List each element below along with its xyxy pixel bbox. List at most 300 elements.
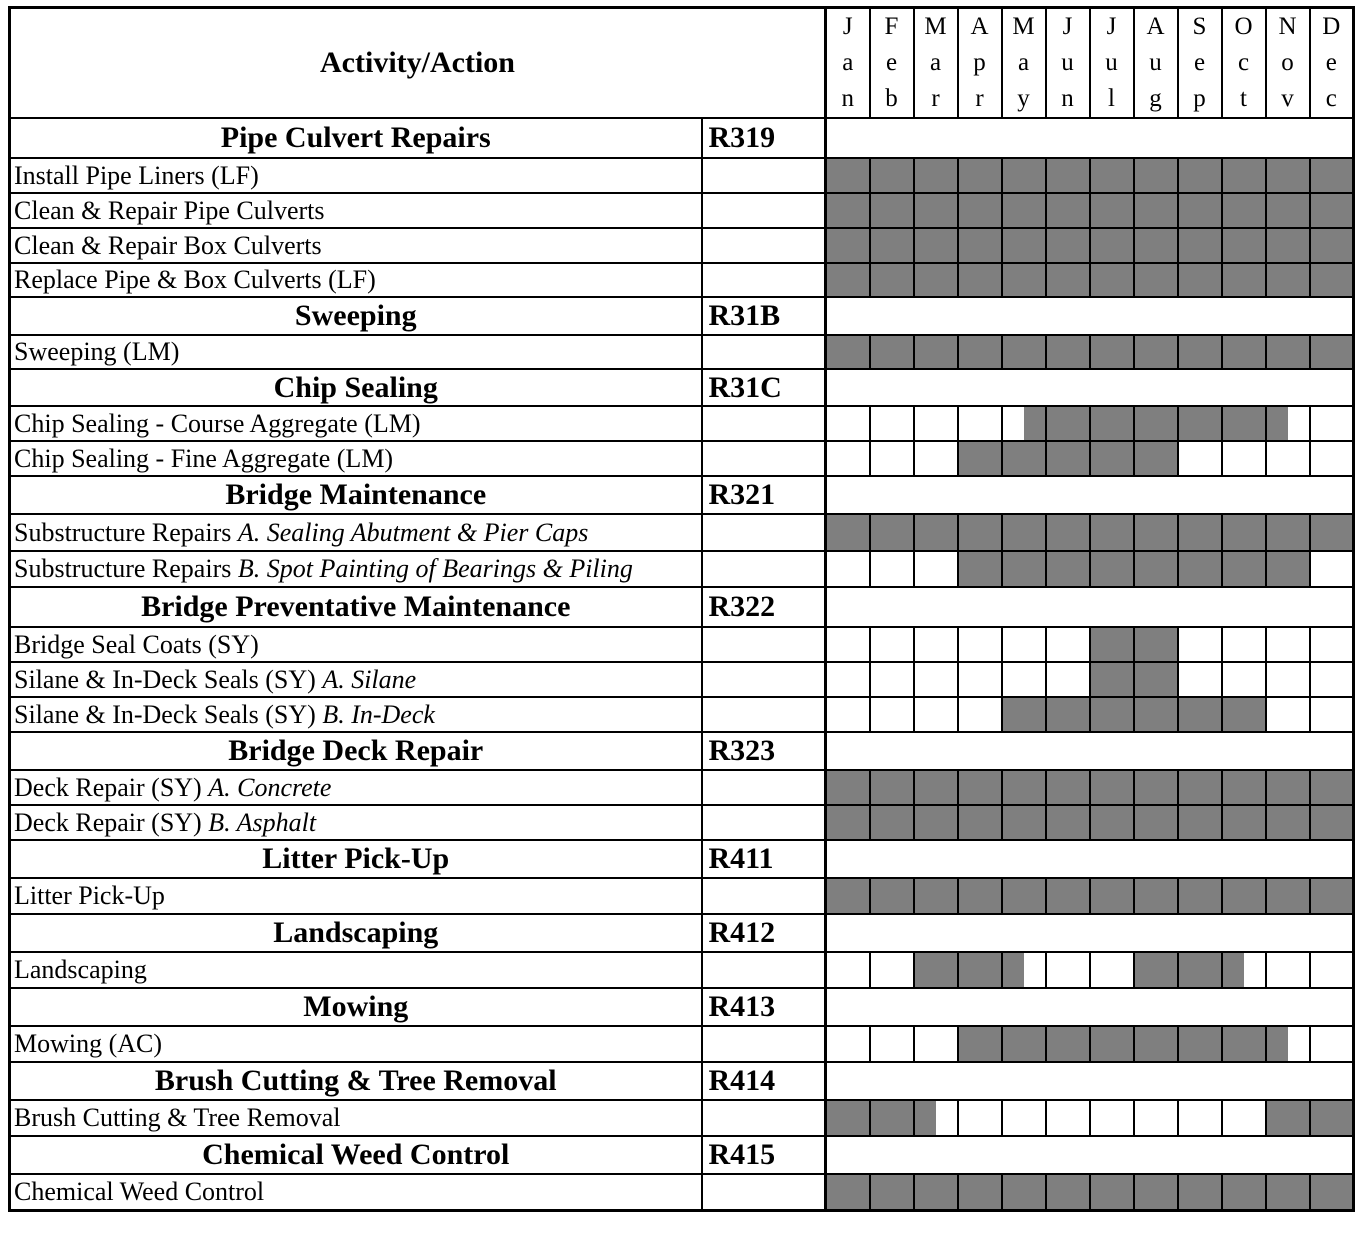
activity-period-fill	[959, 336, 1001, 368]
activity-period-fill	[1311, 336, 1353, 368]
month-cell-jul	[1090, 627, 1134, 662]
month-letter: p	[973, 49, 986, 76]
activity-period-fill	[959, 442, 1001, 475]
month-cell-apr	[958, 878, 1002, 914]
activity-period-fill	[1179, 264, 1221, 296]
month-cell-jun	[1046, 805, 1090, 840]
activity-period-fill	[1091, 552, 1133, 586]
activity-label-text: Substructure Repairs	[14, 517, 238, 547]
section-title: Pipe Culvert Repairs	[10, 118, 702, 158]
activity-period-fill	[1179, 953, 1221, 987]
month-cell-jan	[826, 1026, 870, 1062]
section-row	[10, 1062, 1354, 1100]
activity-period-fill	[1311, 1101, 1353, 1135]
activity-period-fill	[1091, 879, 1133, 913]
activity-period-fill	[959, 264, 1001, 296]
month-cell-jul	[1090, 1100, 1134, 1136]
month-letter: M	[924, 13, 947, 40]
month-cell-apr	[958, 514, 1002, 551]
month-cell-may	[1002, 770, 1046, 805]
section-row	[10, 369, 1354, 406]
month-cell-jul	[1090, 697, 1134, 732]
month-cell-aug	[1134, 878, 1178, 914]
activity-period-fill	[1223, 407, 1265, 440]
activity-code-cell	[702, 1026, 826, 1062]
month-cell-nov	[1266, 335, 1310, 369]
month-cell-nov	[1266, 1174, 1310, 1210]
activity-row	[10, 441, 1354, 476]
activity-label-text: Landscaping	[14, 955, 147, 984]
month-letter: t	[1240, 85, 1247, 112]
section-row	[10, 732, 1354, 770]
month-cell-apr	[958, 193, 1002, 228]
section-row	[10, 988, 1354, 1026]
activity-row	[10, 627, 1354, 662]
activity-code-cell	[702, 952, 826, 988]
activity-label	[10, 1174, 702, 1210]
activity-period-fill	[1223, 194, 1265, 227]
month-cell-jan	[826, 228, 870, 263]
month-cell-aug	[1134, 193, 1178, 228]
month-cell-jun	[1046, 406, 1090, 441]
activity-label-text: Deck Repair (SY)	[14, 772, 209, 802]
activity-label	[10, 441, 702, 476]
activity-label-detail: B. Asphalt	[208, 807, 317, 837]
activity-period-fill	[1091, 806, 1133, 839]
month-cell-sep	[1178, 770, 1222, 805]
activity-period-fill	[1091, 407, 1133, 440]
activity-label-detail: A. Concrete	[208, 772, 332, 802]
month-cell-aug	[1134, 1100, 1178, 1136]
section-row	[10, 914, 1354, 952]
activity-period-fill	[1179, 698, 1221, 731]
month-cell-may	[1002, 697, 1046, 732]
activity-period-fill	[1003, 264, 1045, 296]
month-cell-nov	[1266, 697, 1310, 732]
month-cell-jul	[1090, 228, 1134, 263]
section-month-span	[826, 732, 1354, 770]
month-letter: A	[1146, 13, 1165, 40]
month-cell-may	[1002, 263, 1046, 297]
month-letter: a	[1017, 49, 1030, 76]
activity-period-fill	[1135, 879, 1177, 913]
section-title: Mowing	[10, 988, 702, 1026]
activity-period-fill	[1047, 442, 1089, 475]
activity-period-fill	[959, 159, 1001, 192]
activity-label-detail: B. Spot Painting of Bearings & Piling	[237, 554, 633, 583]
month-cell-aug	[1134, 335, 1178, 369]
month-letter: J	[1106, 13, 1117, 40]
month-cell-may	[1002, 441, 1046, 476]
month-cell-sep	[1178, 228, 1222, 263]
activity-code-cell	[702, 1100, 826, 1136]
month-cell-mar	[914, 441, 958, 476]
activity-period-fill	[1091, 159, 1133, 192]
activity-period-fill	[1047, 771, 1089, 804]
section-month-span	[826, 1062, 1354, 1100]
month-cell-jun	[1046, 228, 1090, 263]
month-letter: g	[1149, 85, 1162, 112]
month-cell-jul	[1090, 263, 1134, 297]
month-cell-jan	[826, 406, 870, 441]
activity-period-fill	[1223, 771, 1265, 804]
section-month-span	[826, 988, 1354, 1026]
month-cell-dec	[1310, 952, 1354, 988]
month-cell-oct	[1222, 770, 1266, 805]
month-cell-oct	[1222, 441, 1266, 476]
activity-period-fill	[1003, 194, 1045, 227]
activity-period-fill	[1091, 663, 1133, 696]
activity-period-fill	[871, 229, 913, 262]
month-cell-aug	[1134, 263, 1178, 297]
section-month-span	[826, 476, 1354, 514]
activity-period-fill	[1135, 771, 1177, 804]
schedule-body	[10, 118, 1354, 1210]
month-cell-may	[1002, 228, 1046, 263]
activity-period-fill	[1223, 552, 1265, 586]
activity-period-fill	[1267, 407, 1288, 440]
activity-label	[10, 627, 702, 662]
activity-period-fill	[1091, 1027, 1133, 1061]
activity-period-fill	[1003, 879, 1045, 913]
activity-row	[10, 952, 1354, 988]
month-cell-may	[1002, 551, 1046, 587]
activity-period-fill	[1091, 1175, 1133, 1209]
month-cell-mar	[914, 662, 958, 697]
month-cell-jul	[1090, 514, 1134, 551]
month-cell-nov	[1266, 263, 1310, 297]
activity-period-fill	[1047, 407, 1089, 440]
section-month-span	[826, 1136, 1354, 1174]
month-letter: A	[970, 13, 989, 40]
activity-label	[10, 770, 702, 805]
activity-period-fill	[1135, 698, 1177, 731]
activity-period-fill	[1311, 264, 1353, 296]
activity-code-cell	[702, 406, 826, 441]
activity-label-detail: B. In-Deck	[322, 699, 435, 729]
activity-label-text: Chemical Weed Control	[14, 1176, 265, 1206]
activity-period-fill	[1091, 698, 1133, 731]
activity-period-fill	[1267, 336, 1309, 368]
activity-period-fill	[1311, 194, 1353, 227]
month-cell-aug	[1134, 228, 1178, 263]
month-cell-feb	[870, 627, 914, 662]
month-letter: b	[885, 85, 898, 112]
activity-label-text: Substructure Repairs	[14, 554, 238, 583]
activity-period-fill	[1223, 336, 1265, 368]
month-letter: N	[1278, 13, 1297, 40]
month-cell-jun	[1046, 441, 1090, 476]
month-cell-sep	[1178, 697, 1222, 732]
month-cell-feb	[870, 263, 914, 297]
month-cell-oct	[1222, 662, 1266, 697]
month-cell-dec	[1310, 697, 1354, 732]
activity-label-text: Brush Cutting & Tree Removal	[14, 1103, 341, 1132]
month-cell-jan	[826, 263, 870, 297]
month-cell-jul	[1090, 1174, 1134, 1210]
month-cell-feb	[870, 770, 914, 805]
month-cell-jul	[1090, 1026, 1134, 1062]
month-cell-jan	[826, 1174, 870, 1210]
section-title: Bridge Maintenance	[10, 476, 702, 514]
month-cell-jul	[1090, 406, 1134, 441]
month-cell-aug	[1134, 1174, 1178, 1210]
activity-period-fill	[915, 194, 957, 227]
month-cell-dec	[1310, 1100, 1354, 1136]
month-cell-sep	[1178, 158, 1222, 193]
activity-period-fill	[827, 1175, 869, 1209]
month-cell-dec	[1310, 878, 1354, 914]
maintenance-schedule-table	[8, 6, 1355, 1212]
activity-period-fill	[1003, 515, 1045, 550]
month-cell-apr	[958, 805, 1002, 840]
month-cell-dec	[1310, 228, 1354, 263]
activity-period-fill	[827, 515, 869, 550]
month-cell-sep	[1178, 335, 1222, 369]
month-cell-jun	[1046, 514, 1090, 551]
activity-code-cell	[702, 158, 826, 193]
month-cell-dec	[1310, 263, 1354, 297]
month-cell-oct	[1222, 551, 1266, 587]
month-cell-feb	[870, 952, 914, 988]
activity-period-fill	[1047, 194, 1089, 227]
month-cell-oct	[1222, 1174, 1266, 1210]
month-cell-apr	[958, 406, 1002, 441]
month-header	[826, 8, 870, 119]
month-cell-feb	[870, 193, 914, 228]
activity-code-cell	[702, 514, 826, 551]
activity-period-fill	[1047, 336, 1089, 368]
activity-period-fill	[1267, 552, 1309, 586]
month-cell-mar	[914, 335, 958, 369]
month-cell-nov	[1266, 441, 1310, 476]
section-code: R319	[702, 118, 826, 158]
month-cell-sep	[1178, 514, 1222, 551]
activity-period-fill	[871, 194, 913, 227]
activity-period-fill	[1223, 953, 1244, 987]
activity-period-fill	[1135, 194, 1177, 227]
activity-period-fill	[1223, 698, 1265, 731]
activity-period-fill	[1135, 628, 1177, 661]
month-letter: y	[1017, 85, 1030, 112]
activity-row	[10, 406, 1354, 441]
activity-label	[10, 952, 702, 988]
section-code: R413	[702, 988, 826, 1026]
month-cell-jan	[826, 697, 870, 732]
activity-period-fill	[1223, 159, 1265, 192]
section-code: R415	[702, 1136, 826, 1174]
activity-period-fill	[1091, 771, 1133, 804]
activity-period-fill	[827, 336, 869, 368]
month-cell-sep	[1178, 805, 1222, 840]
activity-label-text: Silane & In-Deck Seals (SY)	[14, 699, 323, 729]
section-row	[10, 587, 1354, 627]
activity-period-fill	[1091, 194, 1133, 227]
activity-label-text: Clean & Repair Pipe Culverts	[14, 195, 325, 225]
activity-period-fill	[1003, 1175, 1045, 1209]
activity-period-fill	[1047, 159, 1089, 192]
activity-row	[10, 662, 1354, 697]
section-month-span	[826, 587, 1354, 627]
activity-period-fill	[1267, 229, 1309, 262]
month-cell-jan	[826, 514, 870, 551]
activity-period-fill	[1135, 663, 1177, 696]
activity-period-fill	[1135, 407, 1177, 440]
month-cell-jan	[826, 441, 870, 476]
month-cell-sep	[1178, 662, 1222, 697]
activity-label	[10, 805, 702, 840]
activity-label	[10, 1100, 702, 1136]
activity-period-fill	[1267, 771, 1309, 804]
month-cell-mar	[914, 514, 958, 551]
activity-code-cell	[702, 805, 826, 840]
activity-period-fill	[1047, 229, 1089, 262]
month-cell-mar	[914, 1026, 958, 1062]
month-cell-sep	[1178, 551, 1222, 587]
month-cell-mar	[914, 406, 958, 441]
month-cell-jun	[1046, 697, 1090, 732]
activity-period-fill	[871, 264, 913, 296]
month-cell-aug	[1134, 551, 1178, 587]
month-cell-mar	[914, 770, 958, 805]
month-cell-nov	[1266, 952, 1310, 988]
section-title: Sweeping	[10, 297, 702, 335]
month-cell-aug	[1134, 697, 1178, 732]
activity-period-fill	[1003, 159, 1045, 192]
month-cell-sep	[1178, 878, 1222, 914]
activity-row	[10, 1026, 1354, 1062]
activity-period-fill	[827, 1101, 869, 1135]
activity-period-fill	[1179, 515, 1221, 550]
month-cell-feb	[870, 1026, 914, 1062]
activity-period-fill	[915, 1101, 936, 1135]
month-cell-may	[1002, 878, 1046, 914]
activity-period-fill	[827, 771, 869, 804]
activity-period-fill	[1047, 552, 1089, 586]
month-cell-nov	[1266, 228, 1310, 263]
activity-period-fill	[827, 194, 869, 227]
activity-label-text: Sweeping (LM)	[14, 337, 180, 366]
month-cell-feb	[870, 697, 914, 732]
month-cell-jul	[1090, 441, 1134, 476]
month-letter: J	[842, 13, 853, 40]
month-cell-apr	[958, 627, 1002, 662]
month-cell-nov	[1266, 627, 1310, 662]
activity-row	[10, 551, 1354, 587]
activity-period-fill	[1047, 1175, 1089, 1209]
activity-period-fill	[1179, 336, 1221, 368]
activity-period-fill	[1311, 1175, 1353, 1209]
month-cell-may	[1002, 1100, 1046, 1136]
section-title: Landscaping	[10, 914, 702, 952]
month-cell-oct	[1222, 263, 1266, 297]
month-cell-aug	[1134, 514, 1178, 551]
month-cell-jun	[1046, 770, 1090, 805]
month-cell-dec	[1310, 662, 1354, 697]
month-cell-apr	[958, 770, 1002, 805]
month-header	[1134, 8, 1178, 119]
activity-label-text: Bridge Seal Coats (SY)	[14, 629, 259, 659]
month-letter: u	[1061, 49, 1074, 76]
month-cell-jun	[1046, 878, 1090, 914]
month-cell-feb	[870, 514, 914, 551]
month-cell-aug	[1134, 627, 1178, 662]
month-letter: a	[929, 49, 942, 76]
month-cell-jan	[826, 551, 870, 587]
month-cell-aug	[1134, 406, 1178, 441]
activity-period-fill	[871, 771, 913, 804]
month-cell-sep	[1178, 263, 1222, 297]
month-cell-oct	[1222, 1100, 1266, 1136]
month-cell-mar	[914, 158, 958, 193]
month-cell-oct	[1222, 878, 1266, 914]
month-cell-mar	[914, 263, 958, 297]
activity-period-fill	[915, 159, 957, 192]
activity-period-fill	[1223, 515, 1265, 550]
section-row	[10, 118, 1354, 158]
activity-period-fill	[1179, 806, 1221, 839]
month-cell-oct	[1222, 406, 1266, 441]
month-cell-jan	[826, 805, 870, 840]
section-month-span	[826, 369, 1354, 406]
activity-period-fill	[1003, 953, 1024, 987]
activity-action-header: Activity/Action	[10, 8, 826, 119]
month-cell-apr	[958, 335, 1002, 369]
month-header	[1090, 8, 1134, 119]
month-cell-feb	[870, 551, 914, 587]
activity-label-text: Silane & In-Deck Seals (SY)	[14, 664, 323, 694]
month-cell-sep	[1178, 193, 1222, 228]
month-letter: a	[842, 49, 854, 76]
month-cell-jun	[1046, 662, 1090, 697]
month-cell-feb	[870, 335, 914, 369]
activity-period-fill	[959, 552, 1001, 586]
month-header	[1178, 8, 1222, 119]
month-cell-dec	[1310, 193, 1354, 228]
activity-row	[10, 228, 1354, 263]
activity-row	[10, 697, 1354, 732]
month-cell-sep	[1178, 952, 1222, 988]
activity-code-cell	[702, 263, 826, 297]
month-cell-apr	[958, 1100, 1002, 1136]
month-cell-dec	[1310, 441, 1354, 476]
activity-label	[10, 551, 702, 587]
month-cell-mar	[914, 1100, 958, 1136]
month-cell-oct	[1222, 697, 1266, 732]
activity-period-fill	[1047, 515, 1089, 550]
month-cell-oct	[1222, 805, 1266, 840]
month-cell-apr	[958, 662, 1002, 697]
month-cell-may	[1002, 158, 1046, 193]
activity-period-fill	[827, 229, 869, 262]
activity-period-fill	[1311, 879, 1353, 913]
month-cell-nov	[1266, 406, 1310, 441]
activity-period-fill	[1311, 771, 1353, 804]
activity-period-fill	[959, 1027, 1001, 1061]
month-cell-jul	[1090, 193, 1134, 228]
month-cell-nov	[1266, 1100, 1310, 1136]
month-cell-may	[1002, 406, 1046, 441]
activity-period-fill	[1047, 264, 1089, 296]
month-cell-apr	[958, 441, 1002, 476]
activity-period-fill	[915, 264, 957, 296]
month-letter: S	[1192, 13, 1207, 40]
activity-period-fill	[827, 159, 869, 192]
section-title: Chip Sealing	[10, 369, 702, 406]
activity-period-fill	[1003, 771, 1045, 804]
month-cell-dec	[1310, 335, 1354, 369]
month-cell-dec	[1310, 805, 1354, 840]
